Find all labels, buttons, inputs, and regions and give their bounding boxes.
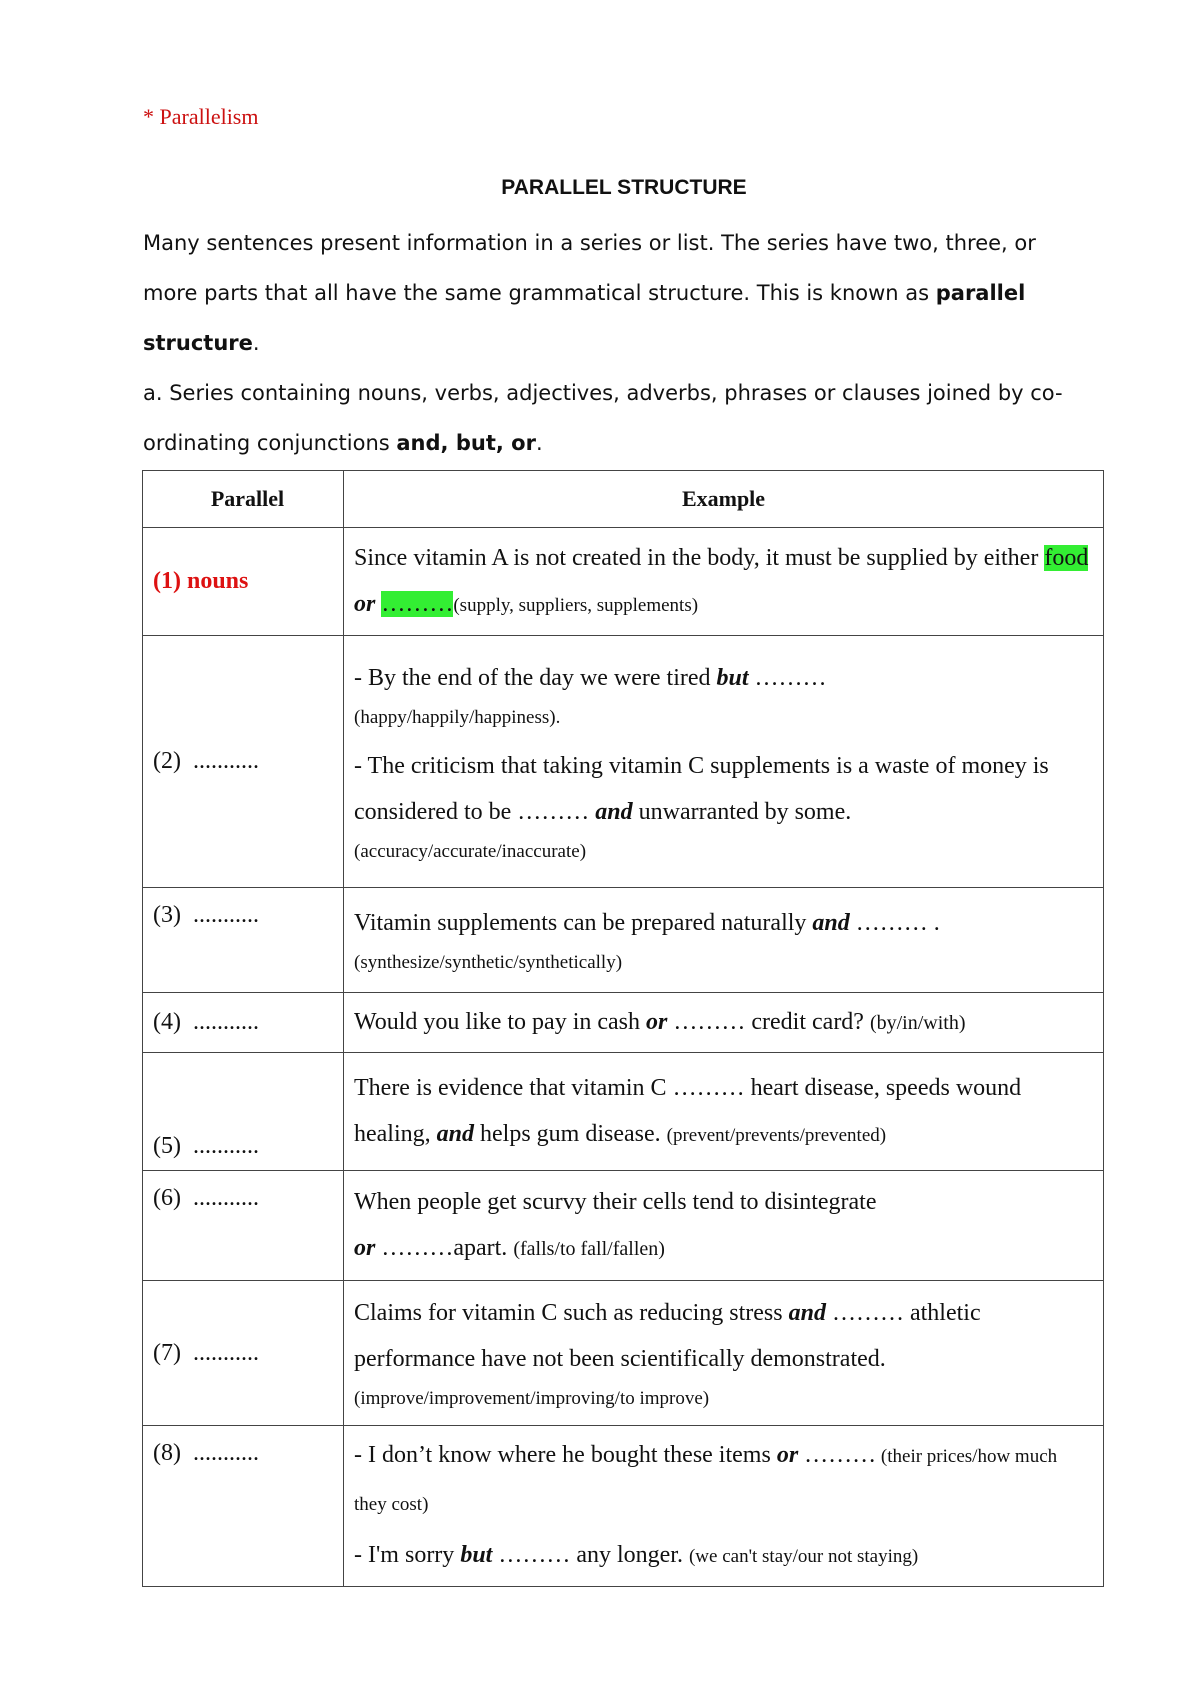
header-parallel: Parallel	[143, 471, 344, 528]
row-label: (7) ...........	[143, 1281, 344, 1426]
table-row	[143, 1053, 1104, 1171]
row-label: (3) ...........	[143, 888, 344, 993]
row-example: Would you like to pay in cash or ……… credit card? (by/in/with)	[344, 993, 1104, 1053]
page-title: PARALLEL STRUCTURE	[501, 176, 747, 199]
row-example: Since vitamin A is not created in the body, it must be supplied by either food or ………(supply, suppliers, supplements)	[344, 528, 1104, 636]
row-example: Claims for vitamin C such as reducing stress and ……… athletic performance have not been scientifically demonstrated. (improve/improvement/improving/to improve)	[344, 1281, 1104, 1426]
table-row	[143, 1281, 1104, 1426]
row-label: (1) nouns	[143, 528, 344, 636]
intro-paragraph-1: Many sentences present information in a series or list. The series have two, three, or more parts that all have the same grammatical structure. This is known as parallel structure.	[143, 231, 1036, 355]
highlight-blank: ………	[381, 590, 454, 617]
row-label: (2) ...........	[143, 636, 344, 888]
row-label: (5) ...........	[143, 1053, 344, 1171]
table-row	[143, 888, 1104, 993]
row-example: There is evidence that vitamin C ……… heart disease, speeds wound healing, and helps gum disease. (prevent/prevents/prevented)	[344, 1053, 1104, 1171]
row-example: When people get scurvy their cells tend to disintegrate or ………apart. (falls/to fall/fallen)	[344, 1171, 1104, 1281]
table-header-row	[143, 471, 1104, 528]
row-label: (6) ...........	[143, 1171, 344, 1281]
table-row	[143, 993, 1104, 1053]
table-row	[143, 1426, 1104, 1587]
row-example: Vitamin supplements can be prepared naturally and ……… . (synthesize/synthetic/synthetically)	[344, 888, 1104, 993]
row-label: (4) ...........	[143, 993, 344, 1053]
table-row	[143, 636, 1104, 888]
row-example: - I don’t know where he bought these items or ……… (their prices/how much they cost) - I'm sorry but ……… any longer. (we can't stay/our not staying)	[344, 1426, 1104, 1587]
table-row	[143, 1171, 1104, 1281]
parallel-table	[142, 470, 1104, 1587]
row-label: (8) ...........	[143, 1426, 344, 1587]
intro-text	[143, 218, 1093, 468]
header-example: Example	[344, 471, 1104, 528]
row-example: - By the end of the day we were tired but ……… (happy/happily/happiness). - The criticism that taking vitamin C supplements is a waste of money is considered to be ……… and unwarranted by some. (accuracy/accurate/inaccurate)	[344, 636, 1104, 888]
highlight-answer: food	[1044, 544, 1089, 571]
intro-paragraph-2: a. Series containing nouns, verbs, adjectives, adverbs, phrases or clauses joined by co-ordinating conjunctions and, but, or.	[143, 381, 1063, 455]
table-row	[143, 528, 1104, 636]
section-label: * Parallelism	[143, 104, 259, 129]
